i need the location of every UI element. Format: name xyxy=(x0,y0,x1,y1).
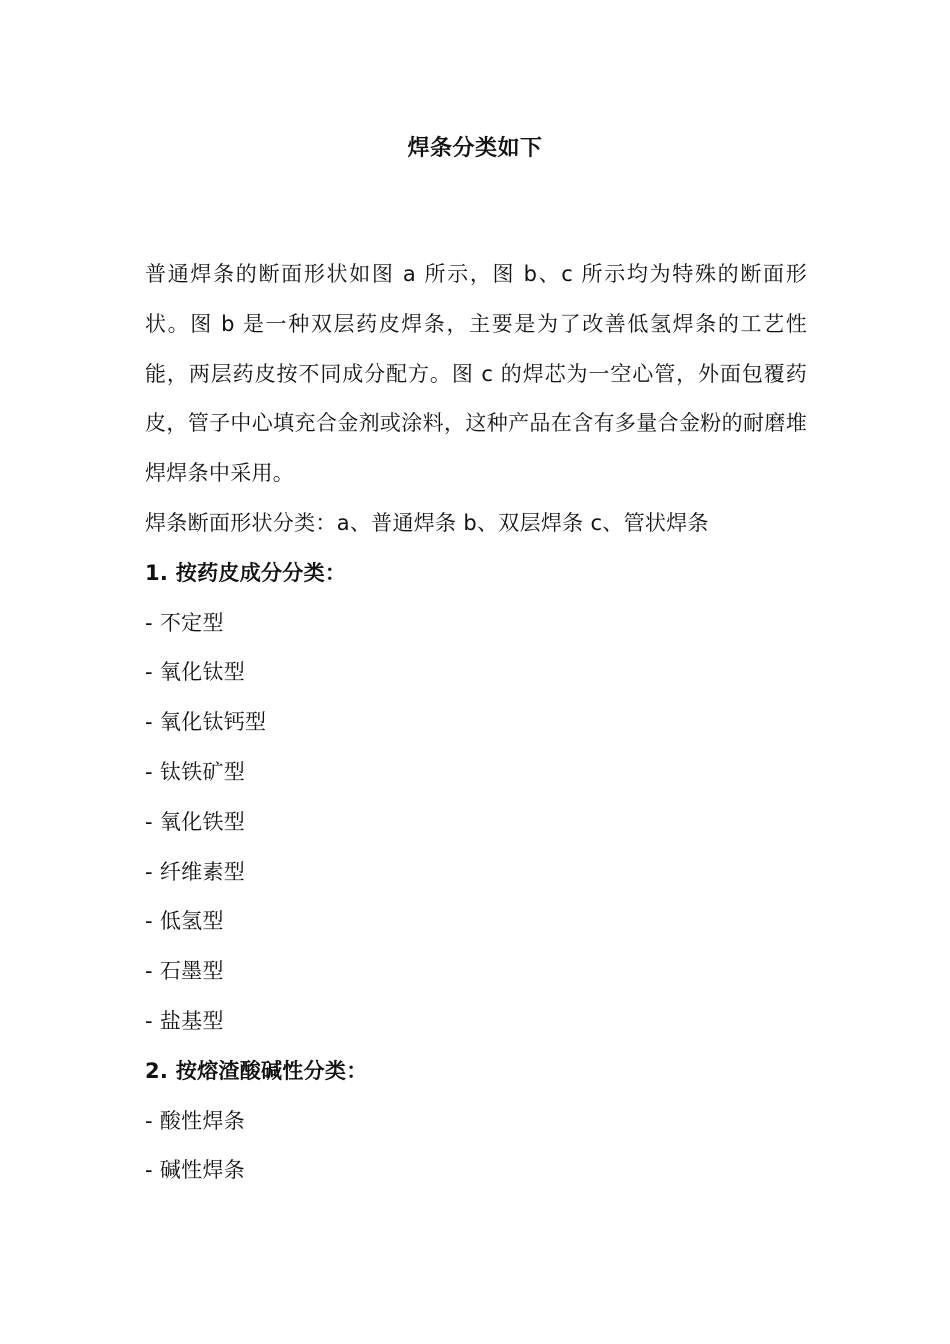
intro-paragraph: 普通焊条的断面形状如图 a 所示，图 b、c 所示均为特殊的断面形状。图 b 是一种双层药皮焊条，主要是为了改善低氢焊条的工艺性能，两层药皮按不同成分配方。图 c 的焊芯为一空心管，外面包覆药皮，管子中心填充合金剂或涂料，这种产品在含有多量合金粉的耐磨堆焊焊条中采用。 xyxy=(145,262,807,486)
list-item: - 钛铁矿型 xyxy=(145,759,246,784)
document-body xyxy=(145,250,807,1196)
list-item: - 碱性焊条 xyxy=(145,1158,246,1183)
list-item: - 不定型 xyxy=(145,610,224,635)
list-item: - 盐基型 xyxy=(145,1008,224,1033)
list-item: - 氧化钛钙型 xyxy=(145,710,267,735)
section-heading: 2. 按熔渣酸碱性分类： xyxy=(145,1058,368,1083)
section-heading: 1. 按药皮成分分类： xyxy=(145,560,347,585)
list-item: - 氧化铁型 xyxy=(145,809,246,834)
section-coating-composition xyxy=(145,549,807,1047)
coating-type-list xyxy=(145,599,807,1047)
document-title: 焊条分类如下 xyxy=(407,136,543,161)
list-item: - 低氢型 xyxy=(145,909,224,934)
list-item: - 酸性焊条 xyxy=(145,1108,246,1133)
list-item: - 氧化钛型 xyxy=(145,660,246,685)
slag-type-list xyxy=(145,1097,807,1197)
shape-classification-line: 焊条断面形状分类：a、普通焊条 b、双层焊条 c、管状焊条 xyxy=(145,510,709,535)
section-slag-acidity xyxy=(145,1047,807,1196)
list-item: - 石墨型 xyxy=(145,959,224,984)
list-item: - 纤维素型 xyxy=(145,859,246,884)
